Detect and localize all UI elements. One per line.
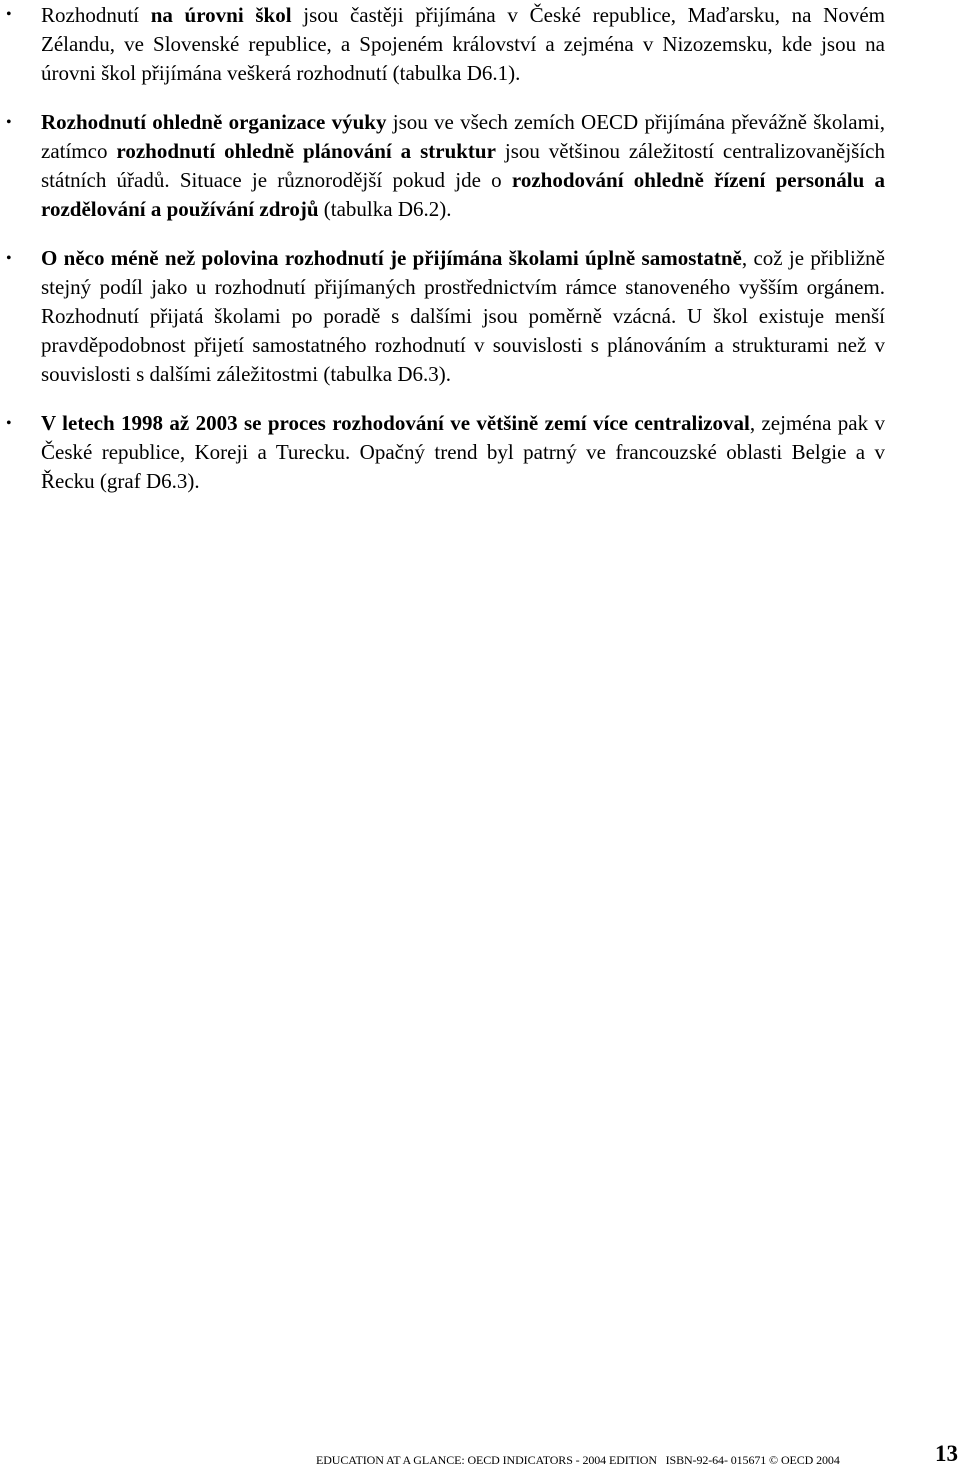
bullet-icon: • [6,415,12,432]
footer-text: EDUCATION AT A GLANCE: OECD INDICATORS - 2004 EDITION ISBN-92-64- 015671 © OECD 2004 [316,1453,840,1467]
paragraph-text: jsou častěji přijímána v České republice, Maďarsku, na Novém Zélandu, ve Slovenské republice, a Spojeném království a zejména v Nizozemsku, kde jsou na úrovni škol přijímána veškerá rozhodnutí (tabulka D6.1). [41,3,885,85]
bullet-icon: • [6,6,12,23]
page-footer [316,1441,960,1468]
paragraph-bold-text: O něco méně než polovina rozhodnutí je přijímána školami úplně samostatně [41,246,742,270]
paragraph-text: , zejména pak v České republice, Koreji a Turecku. Opačný trend byl patrný ve francouzské oblasti Belgie a v Řecku (graf D6.3). [41,411,885,493]
bullet-paragraph-school-level [6,0,885,88]
paragraph-bold-text: na úrovni škol [150,3,292,27]
bullet-paragraph-instruction [6,108,885,224]
paragraph-bold-text: Rozhodnutí ohledně organizace výuky [41,110,387,134]
paragraph-text: Rozhodnutí [41,3,151,27]
bullet-paragraph-autonomy [6,244,885,389]
paragraph-text: jsou většinou záležitostí centralizovanějších státních úřadů. Situace je různorodější pokud jde o [41,139,885,192]
paragraph-bold-text: V letech 1998 až 2003 se proces rozhodování ve většině zemí více centralizoval [41,411,750,435]
bullet-icon: • [6,114,12,131]
paragraph-bold-text: rozhodnutí ohledně plánování a struktur [116,139,496,163]
bullet-icon: • [6,250,12,267]
paragraph-text: , což je přibližně stejný podíl jako u rozhodnutí přijímaných prostřednictvím rámce stanoveného vyšším orgánem. Rozhodnutí přijatá školami po poradě s dalšími jsou poměrně vzácná. U škol existuje menší pravděpodobnost přijetí samostatného rozhodnutí v souvislosti s plánováním a strukturami než v souvislosti s dalšími záležitostmi (tabulka D6.3). [41,246,885,386]
bullet-list [0,0,960,496]
paragraph-bold-text: rozhodování ohledně řízení personálu a rozdělování a používání zdrojů [41,168,885,221]
page-number: 13 [935,1441,958,1466]
paragraph-text: jsou ve všech zemích OECD přijímána převážně školami, zatímco [41,110,885,163]
paragraph-text: (tabulka D6.2). [318,197,452,221]
bullet-paragraph-trend [6,409,885,496]
